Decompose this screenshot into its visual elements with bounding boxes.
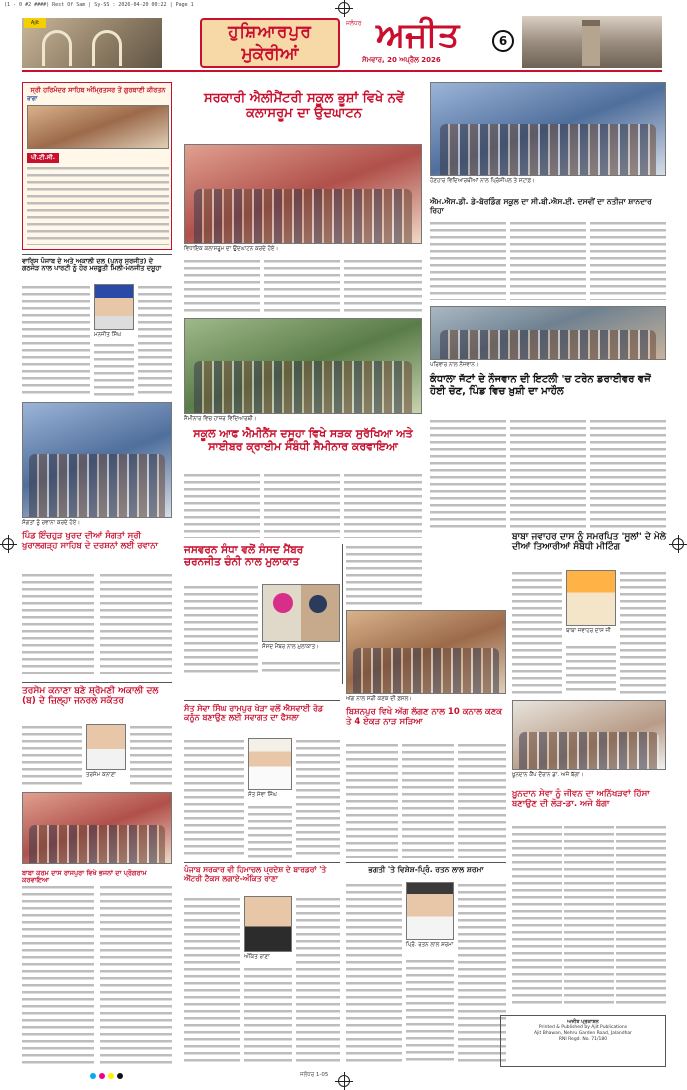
story3-headline: ਵਾਰਿਸ ਪੰਜਾਬ ਦੇ ਅਤੇ ਅਕਾਲੀ ਦਲ (ਪੁਨਰ ਸੁਰਜੀਤ) ਦੇ ਗਠਜੋੜ ਨਾਲ ਪਾਰਟੀ ਨੂੰ ਹੋਰ ਮਜ਼ਬੂਤੀ ਮਿਲੀ-ਮਨਜੀਤ ਦਸੂਹਾ	[22, 257, 162, 273]
story4-col3	[344, 472, 422, 538]
story1-col1	[184, 258, 260, 314]
masthead-title-box	[200, 18, 340, 68]
page-number: 6	[492, 30, 514, 52]
story2-caption: ਹੋਣਹਾਰ ਵਿਦਿਆਰਥੀਆਂ ਨਾਲ ਪ੍ਰਿੰਸੀਪਲ ਤੇ ਸਟਾਫ਼।	[430, 178, 535, 184]
story6-col2	[100, 572, 172, 674]
story10-caption: ਸੰਤ ਸੇਵਾ ਸਿੰਘ	[248, 792, 277, 798]
divider	[184, 700, 340, 701]
story4-col1	[184, 472, 260, 538]
imprint-title: ਅਜੀਤ ਪ੍ਰਕਾਸ਼ਨ	[567, 1019, 599, 1025]
story-continue-col	[346, 544, 422, 606]
registration-mark-bottom	[338, 1075, 350, 1087]
print-slug: (1 - 0 #2 ####) Rest Of Sam | Sy-SS : 2026-04-20 00:22 | Page 1	[4, 2, 194, 8]
story12-photo	[512, 700, 666, 770]
story12-col3	[616, 824, 666, 1008]
story14-col2	[100, 884, 172, 1064]
story6-photo	[22, 402, 172, 518]
story8-headline: ਬਾਬਾ ਜਵਾਹਰ ਦਾਸ ਨੂੰ ਸਮਰਪਿਤ 'ਸੂਲਾਂ' ਦੇ ਮੇਲੇ ਦੀਆਂ ਤਿਆਰੀਆਂ ਸੰਬੰਧੀ ਮੀਟਿੰਗ	[512, 532, 666, 553]
story3-col3	[94, 342, 134, 396]
story4-col2	[264, 472, 340, 538]
promo-photo	[27, 105, 169, 149]
story12-col1	[512, 824, 562, 1008]
head-shape	[309, 595, 327, 613]
story12-col2	[564, 824, 614, 1008]
registration-mark-right	[672, 538, 684, 550]
story11-headline: ਬਿਸ਼ਨਪੁਰ ਵਿਖੇ ਅੱਗ ਲੱਗਣ ਨਾਲ 10 ਕਨਾਲ ਕਣਕ ਤੇ 4 ਏਕੜ ਨਾੜ ਸੜਿਆ	[346, 707, 503, 727]
story2-col3	[590, 220, 666, 300]
story8-col2	[620, 570, 666, 694]
story11-caption: ਅੱਗ ਨਾਲ ਸੜੀ ਕਣਕ ਦੀ ਫ਼ਸਲ।	[346, 696, 413, 702]
story14-headline: ਬਾਬਾ ਕਰਮ ਦਾਸ ਰਾਜਪੁਰਾ ਵਿਖੇ ਭਜਨਾਂ ਦਾ ਪ੍ਰੋਗਰਾਮ ਕਰਵਾਇਆ	[22, 869, 147, 885]
story15-caption: ਪ੍ਰਿੰ. ਰਤਨ ਲਾਲ ਸ਼ਰਮਾ	[406, 942, 454, 948]
story5-photo	[430, 306, 666, 360]
story2-photo	[430, 82, 666, 176]
magenta-dot	[99, 1073, 105, 1079]
story7-col2	[262, 660, 340, 676]
story4-headline: ਸਕੂਲ ਆਫ ਐਮੀਨੈਂਸ ਦਸੂਹਾ ਵਿਖੇ ਸੜਕ ਸੁਰੱਖਿਆ ਅਤੇ ਸਾਈਬਰ ਕ੍ਰਾਈਮ ਸੰਬੰਧੀ ਸੈਮੀਨਾਰ ਕਰਵਾਇਆ	[193, 427, 413, 453]
divider	[346, 862, 506, 863]
story11-col1	[346, 742, 398, 858]
story12-headline: ਖ਼ੂਨਦਾਨ ਸੇਵਾ ਨੂੰ ਜੀਵਨ ਦਾ ਅਨਿੱਖੜਵਾਂ ਹਿੱਸਾ ਬਣਾਉਣ ਦੀ ਲੋੜ-ਡਾ. ਅਜੇ ਬੱਗਾ	[512, 789, 650, 809]
story1-col3	[344, 258, 422, 314]
masthead	[22, 14, 662, 72]
story11-col3	[458, 742, 506, 858]
story15-col1	[346, 882, 402, 1064]
story7-headline: ਜਸਵਰਨ ਸੰਧਾ ਵਲੋਂ ਸੰਸਦ ਮੈਂਬਰ ਚਰਨਜੀਤ ਚੰਨੀ ਨਾਲ ਮੁਲਾਕਾਤ	[184, 544, 304, 569]
story15-col3	[406, 958, 454, 1064]
registration-mark-top	[338, 2, 350, 14]
story9-caption: ਤਰਸੇਮ ਕਨਾਣਾ	[86, 772, 116, 778]
ajit-logo: Ajit	[24, 18, 46, 28]
promo-subtitle: ਰਾਗਾ	[27, 96, 38, 102]
story4-photo	[184, 318, 422, 414]
divider	[184, 862, 340, 863]
story13-portrait	[244, 896, 292, 952]
story2-headline: ਐਮ.ਐਸ.ਡੀ. ਡੇ-ਬੋਰਡਿੰਗ ਸਕੂਲ ਦਾ ਸੀ.ਬੀ.ਐਸ.ਈ. ਦਸਵੀਂ ਦਾ ਨਤੀਜਾ ਸ਼ਾਨਦਾਰ ਰਿਹਾ	[430, 197, 652, 215]
story9-photo	[22, 792, 172, 864]
story3-portrait	[94, 284, 134, 330]
masthead-date: ਸੋਮਵਾਰ, 20 ਅਪ੍ਰੈਲ 2026	[362, 56, 441, 64]
story8-caption: ਬਾਬਾ ਜਵਾਹਰ ਦਾਸ ਜੀ	[566, 628, 611, 634]
story1-photo	[184, 144, 422, 244]
turban-shape	[273, 593, 293, 613]
story10-col1	[184, 738, 244, 858]
story15-portrait	[406, 882, 454, 940]
story8-col3	[566, 644, 616, 694]
promo-box	[22, 82, 172, 250]
story9-headline: ਤਰਸੇਮ ਕਨਾਣਾ ਬਣੇ ਸ਼੍ਰੋਮਣੀ ਅਕਾਲੀ ਦਲ (ਬ) ਦੇ ਜ਼ਿਲ੍ਹਾ ਜਨਰਲ ਸਕੱਤਰ	[22, 686, 159, 707]
story11-photo	[346, 610, 506, 694]
masthead-photo-right	[522, 16, 662, 68]
story4-caption: ਸੈਮੀਨਾਰ ਵਿਚ ਹਾਜ਼ਰ ਵਿਦਿਆਰਥੀ।	[184, 416, 257, 422]
registration-mark-left	[2, 538, 14, 550]
story1-col2	[264, 258, 340, 314]
divider	[22, 682, 172, 683]
story7-col1	[184, 584, 258, 676]
story5-caption: ਪਰਿਵਾਰ ਨਾਲ ਨੌਜਵਾਨ।	[430, 362, 479, 368]
masthead-brand: ਅਜੀਤ	[376, 15, 460, 55]
masthead-title-mukerian: ਮੁਕੇਰੀਆਂ	[241, 44, 299, 64]
story1-headline: ਸਰਕਾਰੀ ਐਲੀਮੈਂਟਰੀ ਸਕੂਲ ਭੂਸ਼ਾਂ ਵਿਖੇ ਨਵੇਂ ਕਲਾਸਰੂਮ ਦਾ ਉਦਘਾਟਨ	[203, 91, 405, 121]
story13-col1	[184, 896, 240, 1064]
column-divider	[342, 544, 343, 684]
story15-headline: ਭਗਤੀ 'ਤੇ ਵਿਸ਼ੇਸ਼-ਪ੍ਰਿੰ. ਰਤਨ ਲਾਲ ਸ਼ਰਮਾ	[368, 865, 484, 874]
story8-col1	[512, 570, 562, 694]
promo-title: ਸ੍ਰੀ ਹਰਿਮੰਦਰ ਸਾਹਿਬ ਅੰਮ੍ਰਿਤਸਰ ਤੋਂ ਗੁਰਬਾਣੀ ਕੀਰਤਨ	[30, 86, 166, 94]
story15-col2	[458, 882, 506, 1064]
story6-headline: ਪਿੰਡ ਇੰਚਹੁੜ ਖੁਰਦ ਦੀਆਂ ਸੰਗਤਾਂ ਸ੍ਰੀ ਖੁਰਾਲਗੜ੍ਹ ਸਾਹਿਬ ਦੇ ਦਰਸ਼ਨਾਂ ਲਈ ਰਵਾਨਾ	[22, 531, 158, 551]
print-color-bars	[90, 1073, 123, 1079]
story8-portrait	[566, 570, 616, 626]
story13-col2	[296, 896, 340, 1064]
imprint-line3: RNI Regd. No. 71/180	[558, 1037, 608, 1042]
story7-photo	[262, 584, 340, 642]
story5-headline: ਕੰਧਾਲਾ ਜੱਟਾਂ ਦੇ ਨੌਜਵਾਨ ਦੀ ਇਟਲੀ 'ਚ ਟਰੇਨ ਡਰਾਈਵਰ ਵਜੋਂ ਹੋਈ ਚੋਣ, ਪਿੰਡ ਵਿਚ ਖ਼ੁਸ਼ੀ ਦਾ ਮਾਹੌਲ	[430, 374, 651, 397]
story6-col1	[22, 572, 94, 674]
story13-col3	[244, 966, 292, 1064]
story13-caption: ਅੰਕਿਤ ਰਾਣਾ	[244, 954, 270, 960]
story13-headline: ਪੰਜਾਬ ਸਰਕਾਰ ਵੀ ਹਿਮਾਚਲ ਪ੍ਰਦੇਸ਼ ਦੇ ਬਾਰਡਰਾਂ 'ਤੇ ਐਂਟਰੀ ਟੈਕਸ ਲਗਾਏ-ਅੰਕਿਤ ਰਾਣਾ	[184, 865, 327, 883]
divider	[22, 254, 172, 255]
story1-caption: ਵਿਧਾਇਕ ਕਲਾਸਰੂਮ ਦਾ ਉਦਘਾਟਨ ਕਰਦੇ ਹੋਏ।	[184, 246, 279, 252]
story3-col2	[138, 284, 172, 396]
story7-caption: ਸੰਸਦ ਮੈਂਬਰ ਨਾਲ ਮੁਲਾਕਾਤ।	[262, 644, 319, 650]
story9-col1	[22, 724, 82, 786]
black-dot	[117, 1073, 123, 1079]
story9-portrait	[86, 724, 126, 770]
yellow-dot	[108, 1073, 114, 1079]
story3-caption: ਮਨਜੀਤ ਸਿੰਘ	[94, 332, 122, 338]
masthead-title-hoshiarpur: ਹੁਸ਼ਿਆਰਪੁਰ	[228, 22, 312, 42]
story12-caption: ਖ਼ੂਨਦਾਨ ਕੈਂਪ ਦੌਰਾਨ ਡਾ. ਅਜੇ ਬੱਗਾ।	[512, 772, 584, 778]
story14-col1	[22, 884, 94, 1064]
masthead-edition: ਜਲੰਧਰ	[346, 20, 362, 27]
story10-col2	[296, 738, 340, 858]
story11-col2	[402, 742, 454, 858]
story5-col1	[430, 418, 506, 528]
cyan-dot	[90, 1073, 96, 1079]
story2-col2	[510, 220, 586, 300]
story9-col2	[130, 724, 172, 786]
story10-headline: ਸੰਤ ਸੇਵਾ ਸਿੰਘ ਰਾਮਪੁਰ ਖੇੜਾ ਵਲੋਂ ਐਸਵਾਈ ਰੋਡ ਕਨੂੰਨ ਬਣਾਉਣ ਲਈ ਸਵਾਗਤ ਦਾ ਫੈਸਲਾ	[184, 704, 324, 723]
page-footer: ਜਲੰਧਰ 1-05	[300, 1072, 329, 1078]
imprint-line1: Printed & Published by Ajit Publications	[538, 1025, 628, 1030]
story5-col2	[510, 418, 586, 528]
story10-col3	[248, 804, 292, 858]
promo-text	[27, 165, 169, 245]
story3-col1	[22, 284, 90, 396]
story6-caption: ਸੰਗਤਾਂ ਨੂੰ ਰਵਾਨਾ ਕਰਦੇ ਹੋਏ।	[22, 520, 81, 526]
story10-portrait	[248, 738, 292, 790]
story5-col3	[590, 418, 666, 528]
imprint-line2: Ajit Bhawan, Nehru Garden Road, Jalandhar	[533, 1031, 633, 1036]
promo-tag: ਪੀ.ਟੀ.ਸੀ.	[27, 153, 59, 163]
imprint-box	[500, 1015, 666, 1067]
story2-col1	[430, 220, 506, 300]
